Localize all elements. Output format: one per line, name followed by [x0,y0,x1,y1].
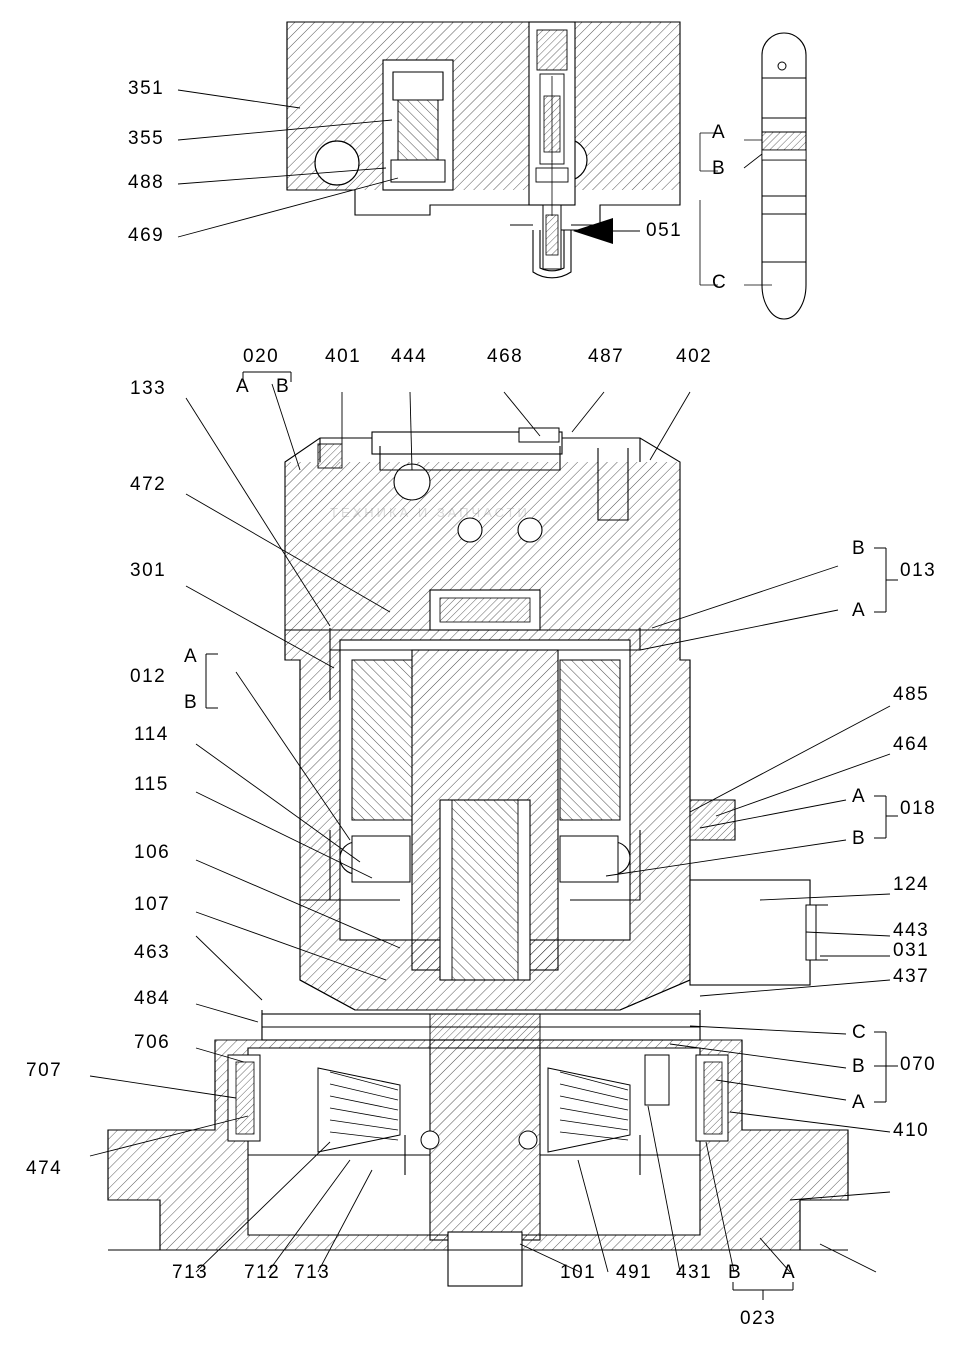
label-472: 472 [130,474,167,495]
label-133: 133 [130,378,167,399]
label-051: 051 [646,220,683,241]
label-431: 431 [676,1262,713,1283]
label-437: 437 [893,966,930,987]
label-023-a: A [782,1262,797,1283]
label-070: 070 [900,1054,937,1075]
label-469: 469 [128,225,165,246]
label-491: 491 [616,1262,653,1283]
label-spool-a: A [712,122,727,143]
label-023: 023 [740,1308,777,1329]
label-018-a: A [852,786,867,807]
label-020-b: B [276,376,291,397]
label-020-a: A [236,376,251,397]
label-402: 402 [676,346,713,367]
label-115: 115 [134,774,169,795]
label-355: 355 [128,128,165,149]
label-124: 124 [893,874,930,895]
label-070-c: C [852,1022,868,1043]
label-712: 712 [244,1262,281,1283]
label-443: 443 [893,920,930,941]
top-detail-geometry [287,22,683,278]
main-assembly-geometry [108,428,848,1286]
label-023-b: B [728,1262,743,1283]
label-713-left: 713 [172,1262,209,1283]
label-706: 706 [134,1032,171,1053]
label-487: 487 [588,346,625,367]
label-031: 031 [893,940,930,961]
label-012: 012 [130,666,167,687]
label-013-a: A [852,600,867,621]
label-471: 410 [893,1120,930,1141]
label-spool-c: C [712,272,728,293]
label-101: 101 [560,1262,597,1283]
label-484: 484 [134,988,171,1009]
label-107: 107 [134,894,171,915]
label-018-b: B [852,828,867,849]
label-401: 401 [325,346,362,367]
label-020: 020 [243,346,280,367]
label-351: 351 [128,78,165,99]
label-485: 485 [893,684,930,705]
label-012-a: A [184,646,199,667]
label-018: 018 [900,798,937,819]
label-012-b: B [184,692,199,713]
label-463: 463 [134,942,171,963]
label-488: 488 [128,172,165,193]
label-106: 106 [134,842,171,863]
label-013-b: B [852,538,867,559]
label-468: 468 [487,346,524,367]
label-713-right: 713 [294,1262,331,1283]
label-301: 301 [130,560,167,581]
label-474: 474 [26,1158,63,1179]
label-114: 114 [134,724,169,745]
label-707: 707 [26,1060,63,1081]
label-464: 464 [893,734,930,755]
label-444: 444 [391,346,428,367]
label-spool-b: B [712,158,727,179]
label-070-a: A [852,1092,867,1113]
label-070-b: B [852,1056,867,1077]
watermark: ТЕХНИКА И ЗАПЧАСТИ [330,505,530,520]
label-013: 013 [900,560,937,581]
